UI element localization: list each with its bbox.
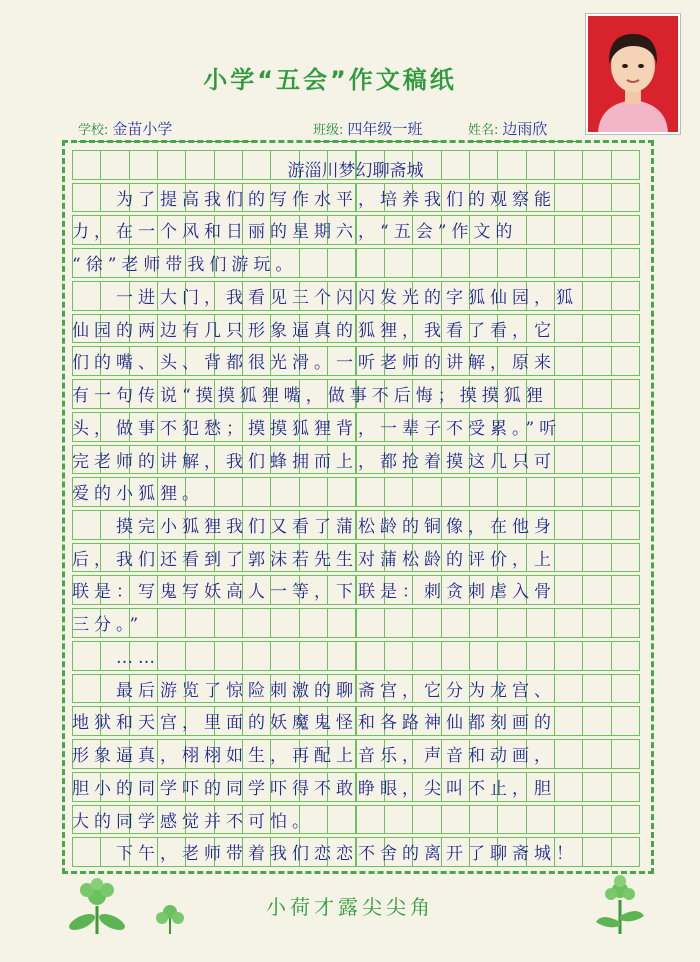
essay-line: 摸完小狐狸我们又看了蒲松龄的铜像，在他身 — [72, 517, 556, 537]
essay-line: 们的嘴、头、背都很光滑。一听老师的讲解，原来 — [72, 353, 556, 374]
class-label: 班级: — [313, 123, 344, 138]
school-value: 金苗小学 — [112, 120, 173, 138]
essay-line: 头，做事不犯愁；摸摸狐狸背，一辈子不受累。”听 — [72, 418, 562, 439]
school-field — [78, 118, 172, 139]
essay-line: 下午，老师带着我们恋恋不舍的离开了聊斋城！ — [72, 844, 578, 865]
essay-line: 有一句传说“摸摸狐狸嘴，做事不后悔；摸摸狐狸 — [72, 386, 548, 407]
footer-slogan: 小荷才露尖尖角 — [266, 895, 434, 919]
essay-line: 后，我们还看到了郭沫若先生对蒲松龄的评价，上 — [72, 549, 556, 570]
essay-line: “徐”老师带我们游玩。 — [72, 255, 298, 276]
flower-icon — [590, 872, 650, 936]
essay-line: 仙园的两边有几只形象逼真的狐狸，我看了看，它 — [72, 320, 556, 341]
name-field — [468, 118, 547, 139]
essay-line: 地狱和天宫，里面的妖魔鬼怪和各路神仙都刻画的 — [72, 713, 556, 734]
essay-line: 三分。” — [72, 615, 144, 636]
class-value: 四年级一班 — [347, 120, 423, 138]
essay-line: 联是：写鬼写妖高人一等，下联是：刺贪刺虐入骨 — [72, 582, 556, 603]
essay-line: 爱的小狐狸。 — [72, 484, 204, 505]
essay-line: 为了提高我们的写作水平，培养我们的观察能 — [72, 189, 556, 210]
flower-icon — [62, 876, 132, 936]
essay-line: 大的同学感觉并不可怕。 — [72, 811, 314, 832]
class-field — [313, 118, 422, 139]
essay-line: 力，在一个风和日丽的星期六，“五会”作文的 — [72, 222, 518, 243]
essay-line: 一进大门，我看见三个闪闪发光的字狐仙园，狐 — [72, 287, 578, 308]
essay-line: 胆小的同学吓的同学吓得不敢睁眼，尖叫不止，胆 — [72, 778, 556, 799]
essay-line: 最后游览了惊险刺激的聊斋宫，它分为龙宫、 — [72, 680, 556, 701]
essay-line: …… — [72, 647, 160, 668]
school-label: 学校: — [78, 123, 109, 138]
essay-line: 完老师的讲解，我们蜂拥而上，都抢着摸这几只可 — [72, 451, 556, 472]
student-photo — [586, 14, 680, 134]
essay-title: 游淄川梦幻聊斋城 — [287, 161, 424, 181]
leaf-icon — [150, 900, 190, 936]
name-label: 姓名: — [468, 123, 499, 138]
page-title: 小学“五会”作文稿纸 — [203, 66, 457, 94]
essay-line: 形象逼真，栩栩如生，再配上音乐，声音和动画， — [72, 746, 556, 767]
name-value: 边雨欣 — [502, 120, 548, 138]
